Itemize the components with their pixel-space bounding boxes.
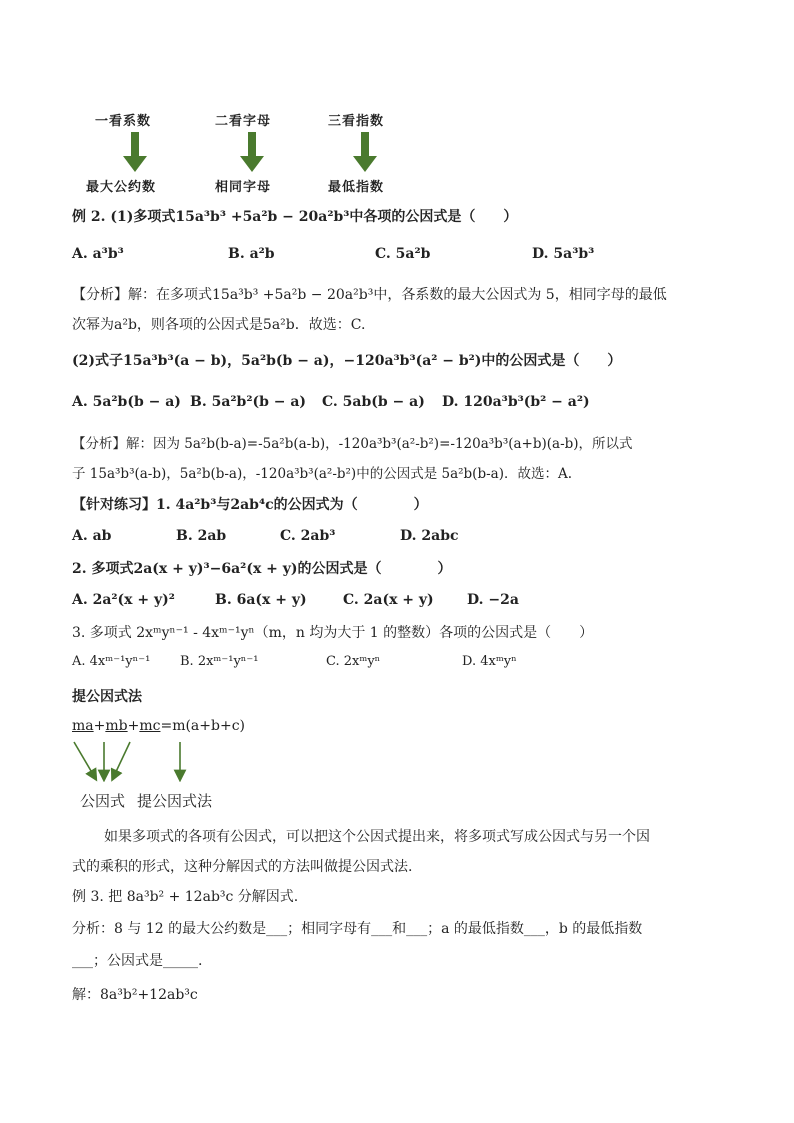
p3-option-c: C. 2xᵐyⁿ: [326, 654, 381, 669]
q2-option-c: C. 5ab(b − a): [322, 394, 425, 410]
example3-solution: 解：8a³b²+12ab³c: [72, 987, 198, 1003]
example3-analysis2: ___；公因式是_____.: [72, 953, 203, 969]
definition-line1: 如果多项式的各项有公因式，可以把这个公因式提出来，将多项式写成公因式与另一个因: [104, 829, 650, 845]
q2-option-a: A. 5a²b(b − a): [72, 394, 181, 410]
diagram-bottom-label-2: 相同字母: [215, 180, 272, 195]
p2-option-a: A. 2a²(x + y)²: [72, 592, 175, 608]
diagram-bottom-label-3: 最低指数: [328, 180, 385, 195]
down-arrow-icon: [237, 130, 267, 174]
p1-option-d: D. 2abc: [400, 528, 459, 544]
diagram-top-label-1: 一看系数: [95, 114, 152, 129]
p1-option-a: A. ab: [72, 528, 112, 544]
formula-term-ma: ma: [72, 718, 94, 734]
down-arrow-icon: [120, 130, 150, 174]
label-common-factor: 公因式: [80, 792, 126, 810]
q1-option-a: A. a³b³: [72, 246, 124, 262]
analysis2-line2: 子 15a³b³(a-b)，5a²b(b-a)，-120a³b³(a²-b²)中的公因式是 5a²b(b-a)．故选：A.: [72, 466, 573, 482]
diagram-bottom-label-1: 最大公约数: [86, 180, 157, 195]
p2-option-b: B. 6a(x + y): [215, 592, 307, 608]
p2-option-c: C. 2a(x + y): [343, 592, 434, 608]
q2-option-d: D. 120a³b³(b² − a²): [442, 394, 590, 410]
method-formula: ma+mb+mc=m(a+b+c): [72, 718, 246, 734]
p2-option-d: D. −2a: [467, 592, 519, 608]
example2-question1: 例 2. (1)多项式15a³b³ +5a²b − 20a²b³中各项的公因式是（ ）: [72, 209, 518, 225]
example3-question: 例 3. 把 8a³b² + 12ab³c 分解因式.: [72, 889, 299, 905]
analysis1-line2: 次幂为a²b，则各项的公因式是5a²b．故选：C.: [72, 317, 366, 333]
practice-question1: 【针对练习】1. 4a²b³与2ab⁴c的公因式为（ ）: [72, 497, 428, 513]
p1-option-b: B. 2ab: [176, 528, 227, 544]
p3-option-a: A. 4xᵐ⁻¹yⁿ⁻¹: [72, 654, 151, 669]
common-factor-arrows-icon: [70, 738, 200, 782]
q1-option-d: D. 5a³b³: [532, 246, 595, 262]
method-heading: 提公因式法: [72, 689, 142, 705]
down-arrow-icon: [350, 130, 380, 174]
formula-term-mb: mb: [105, 718, 128, 734]
q2-option-b: B. 5a²b²(b − a): [190, 394, 307, 410]
practice-question3: 3. 多项式 2xᵐyⁿ⁻¹ - 4xᵐ⁻¹yⁿ（m，n 均为大于 1 的整数）各项的公因式是（ ）: [72, 625, 594, 641]
example2-question2: (2)式子15a³b³(a − b)，5a²b(b − a)，−120a³b³(a² − b²)中的公因式是（ ）: [72, 353, 622, 369]
q1-option-c: C. 5a²b: [375, 246, 431, 262]
formula-term-mc: mc: [139, 718, 161, 734]
definition-line2: 式的乘积的形式，这种分解因式的方法叫做提公因式法.: [72, 859, 413, 875]
q1-option-b: B. a²b: [228, 246, 275, 262]
diagram-top-label-3: 三看指数: [328, 114, 385, 129]
example3-analysis1: 分析：8 与 12 的最大公约数是___；相同字母有___和___；a 的最低指数___，b 的最低指数: [72, 921, 643, 937]
analysis1-line1: 【分析】解：在多项式15a³b³ +5a²b − 20a²b³中，各系数的最大公因式为 5，相同字母的最低: [72, 287, 667, 303]
p3-option-d: D. 4xᵐyⁿ: [462, 654, 517, 669]
p3-option-b: B. 2xᵐ⁻¹yⁿ⁻¹: [180, 654, 259, 669]
p1-option-c: C. 2ab³: [280, 528, 336, 544]
label-factor-method: 提公因式法: [137, 792, 213, 810]
formula-result: =m(a+b+c): [160, 718, 246, 734]
analysis2-line1: 【分析】解：因为 5a²b(b-a)=-5a²b(a-b)，-120a³b³(a²-b²)=-120a³b³(a+b)(a-b)，所以式: [72, 436, 633, 452]
diagram-top-label-2: 二看字母: [215, 114, 272, 129]
practice-question2: 2. 多项式2a(x + y)³−6a²(x + y)的公因式是（ ）: [72, 561, 452, 577]
